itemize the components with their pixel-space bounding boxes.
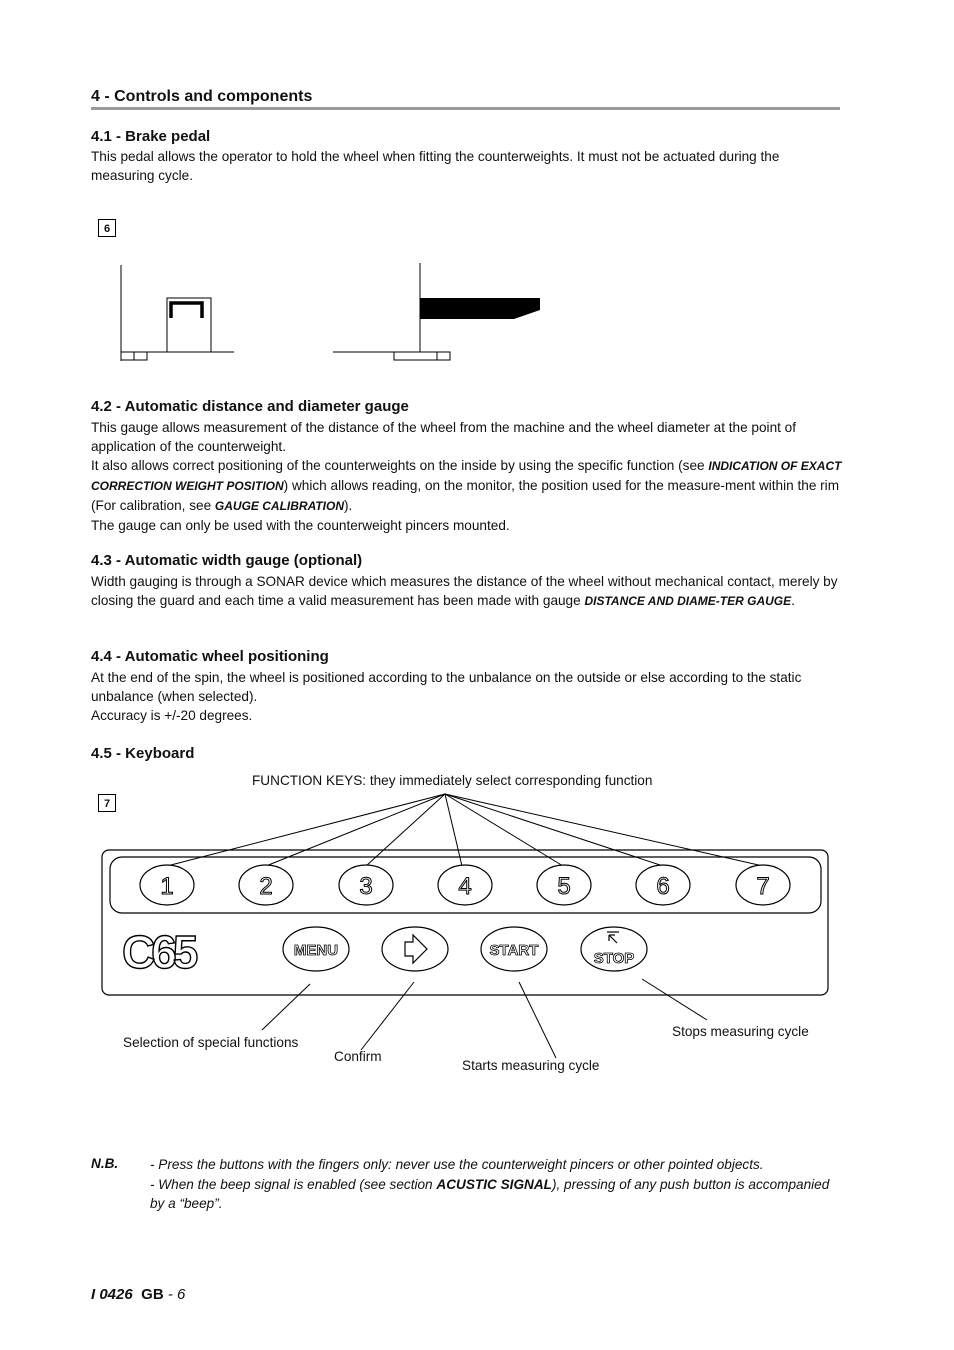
section-title: 4 - Controls and components: [91, 88, 313, 105]
note-line-2-b: ), pressing of any push button is accompanied by a “beep”.: [150, 1176, 830, 1211]
note-label: N.B.: [91, 1156, 119, 1171]
position-p1: At the end of the spin, the wheel is positioned according to the unbalance on the outside or else according to the static unbalance (when selected).: [91, 670, 802, 704]
menu-button-label: MENU: [293, 942, 339, 959]
gauge-p2-text-c: ).: [344, 498, 353, 513]
stop-button[interactable]: [581, 927, 647, 971]
note-line-2: [150, 1175, 840, 1214]
function-keys-caption: FUNCTION KEYS: they immediately select corresponding function: [252, 773, 653, 788]
function-key-2-label: 2: [259, 873, 273, 900]
function-key-2[interactable]: [239, 865, 293, 905]
note-line-2-a: - When the beep signal is enabled (see section: [150, 1176, 437, 1192]
keyboard-title: 4.5 - Keyboard: [91, 745, 195, 762]
function-key-6-label: 6: [656, 873, 670, 900]
caption-leaders: [262, 979, 707, 1058]
start-button-label: START: [489, 942, 539, 959]
note-ref-acustic-signal: ACUSTIC SIGNAL: [436, 1176, 552, 1192]
gauge-p2-text-b: ) which allows reading, on the monitor, the position used for the measure-ment within the rim (For calibration, see: [91, 478, 840, 513]
function-key-5[interactable]: [537, 865, 591, 905]
confirm-button[interactable]: [382, 927, 448, 971]
note-body: [150, 1155, 840, 1214]
function-key-3[interactable]: [339, 865, 393, 905]
function-key-7[interactable]: [736, 865, 790, 905]
function-key-5-label: 5: [557, 873, 571, 900]
gauge-ref-calibration: GAUGE CALIBRATION: [214, 499, 345, 513]
gauge-p2-text-a: It also allows correct positioning of the counterweights on the inside by using the specific function (see: [91, 458, 709, 473]
footer-doc-code: I 0426: [91, 1286, 133, 1303]
width-end: .: [791, 593, 795, 608]
gauge-title: 4.2 - Automatic distance and diameter gauge: [91, 398, 409, 415]
brake-title: 4.1 - Brake pedal: [91, 128, 211, 145]
function-key-7-label: 7: [756, 873, 770, 900]
function-key-3-label: 3: [359, 873, 373, 900]
function-key-4-label: 4: [458, 873, 472, 900]
figure-7-label: 7: [98, 794, 116, 812]
stop-caption: Stops measuring cycle: [672, 1024, 809, 1039]
function-key-1[interactable]: [140, 865, 194, 905]
confirm-caption: Confirm: [334, 1049, 382, 1064]
position-title: 4.4 - Automatic wheel positioning: [91, 648, 329, 665]
menu-button[interactable]: [283, 927, 349, 971]
brake-text: This pedal allows the operator to hold the wheel when fitting the counterweights. It must not be actuated during the measuring cycle.: [91, 149, 780, 183]
figure-6-label: 6: [98, 219, 116, 237]
function-key-6[interactable]: [636, 865, 690, 905]
gauge-p3: The gauge can only be used with the counterweight pincers mounted.: [91, 518, 510, 533]
start-button[interactable]: [481, 927, 547, 971]
function-key-4[interactable]: [438, 865, 492, 905]
width-title: 4.3 - Automatic width gauge (optional): [91, 552, 363, 569]
stop-button-label: STOP: [593, 950, 635, 967]
width-p1: Width gauging is through a SONAR device which measures the distance of the wheel without mechanical contact, merely by closing the guard and each time a valid measurement has been made with gauge: [91, 574, 838, 608]
start-caption: Starts measuring cycle: [462, 1058, 600, 1073]
gauge-ref-indication: INDICATION OF EXACT CORRECTION WEIGHT POSITION: [91, 459, 842, 493]
footer-page-number: - 6: [163, 1286, 186, 1303]
note-line-1: - Press the buttons with the fingers only: never use the counterweight pincers or other pointed objects.: [150, 1157, 764, 1172]
width-ref: DISTANCE AND DIAME-TER GAUGE: [584, 594, 792, 608]
position-p2: Accuracy is +/-20 degrees.: [91, 708, 253, 723]
footer: [91, 1286, 185, 1304]
function-key-leaders: [167, 794, 763, 866]
c65-logo: C65: [122, 926, 195, 978]
function-key-1-label: 1: [160, 873, 174, 900]
gauge-p1: This gauge allows measurement of the distance of the wheel from the machine and the wheel diameter at the point of application of the counterweight.: [91, 420, 797, 454]
footer-language: GB: [141, 1286, 164, 1303]
menu-caption: Selection of special functions: [123, 1035, 299, 1050]
